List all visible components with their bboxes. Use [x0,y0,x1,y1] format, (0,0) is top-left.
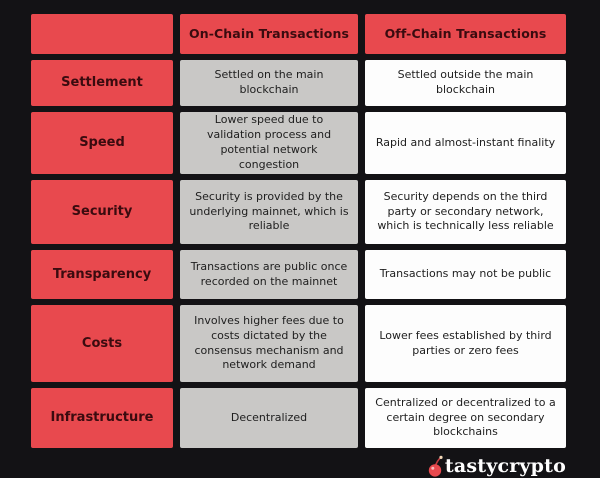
off-chain-cell: Rapid and almost-instant finality [365,112,566,174]
off-chain-cell: Centralized or decentralized to a certain degree on secondary blockchains [365,388,566,448]
off-chain-cell: Transactions may not be public [365,250,566,299]
off-chain-cell: Settled outside the main blockchain [365,60,566,106]
brand-footer [31,455,566,477]
brand-name: tastycrypto [444,455,566,477]
row-label: Transparency [31,250,173,299]
on-chain-cell: Transactions are public once recorded on the mainnet [180,250,358,299]
off-chain-cell: Lower fees established by third parties or zero fees [365,305,566,382]
on-chain-cell: Decentralized [180,388,358,448]
on-chain-cell: Security is provided by the underlying mainnet, which is reliable [180,180,358,244]
on-chain-cell: Settled on the main blockchain [180,60,358,106]
on-chain-cell: Lower speed due to validation process and potential network congestion [180,112,358,174]
row-label: Settlement [31,60,173,106]
on-chain-cell: Involves higher fees due to costs dictated by the consensus mechanism and network demand [180,305,358,382]
row-label: Infrastructure [31,388,173,448]
off-chain-header: Off-Chain Transactions [365,14,566,54]
off-chain-cell: Security depends on the third party or secondary network, which is technically less reliable [365,180,566,244]
row-label: Costs [31,305,173,382]
comparison-table [31,14,566,448]
on-chain-header: On-Chain Transactions [180,14,358,54]
corner-cell [31,14,173,54]
cherry-icon [428,455,443,477]
row-label: Speed [31,112,173,174]
row-label: Security [31,180,173,244]
